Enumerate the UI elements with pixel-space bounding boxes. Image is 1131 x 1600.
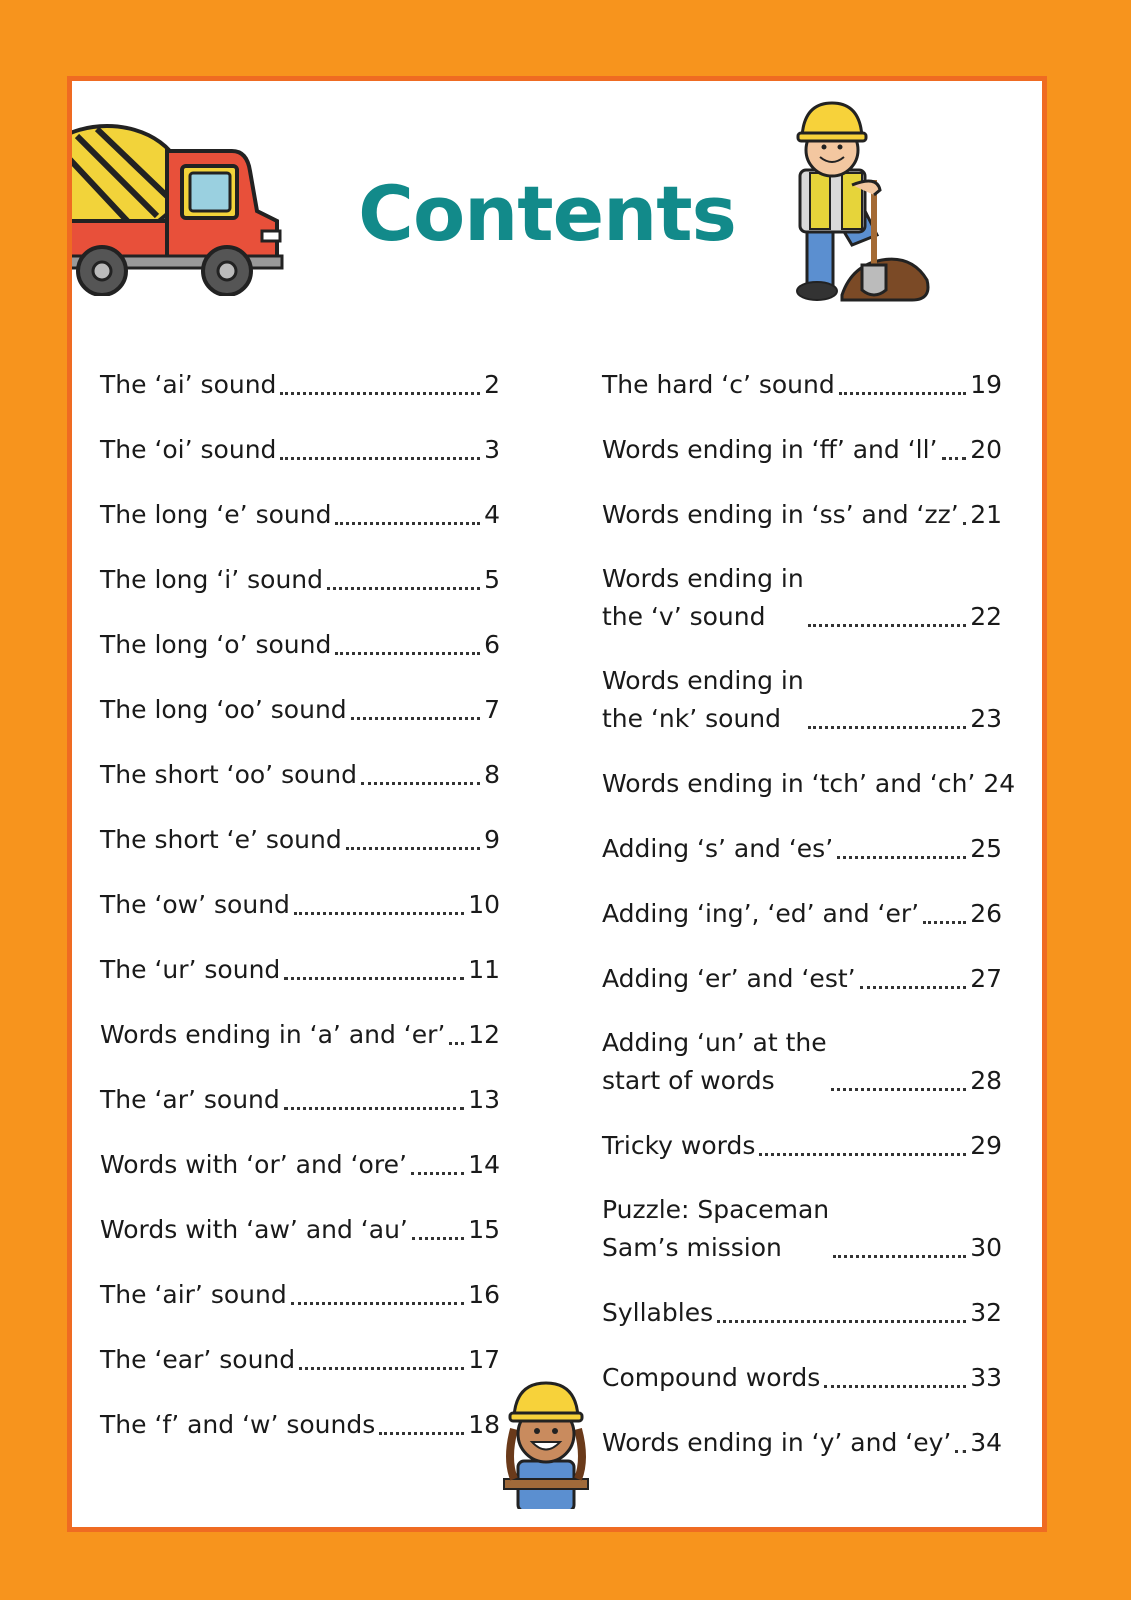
contents-entry: [602, 738, 1016, 803]
contents-entry: [100, 1119, 500, 1184]
contents-entry: [100, 599, 500, 664]
entry-title-line1: Words ending in: [602, 666, 804, 695]
dot-leader: [327, 587, 480, 590]
entry-page-number: 22: [970, 602, 1002, 631]
entry-title: [602, 1359, 820, 1397]
entry-title: [602, 496, 959, 534]
entry-page-number: 28: [970, 1066, 1002, 1095]
dot-leader: [335, 652, 480, 655]
entry-title: [602, 1127, 755, 1165]
entry-title-text: The short ‘oo’ sound: [100, 760, 357, 789]
contents-entry: [100, 404, 500, 469]
entry-title: [602, 1294, 713, 1332]
contents-entry: [602, 933, 1002, 998]
entry-title: [100, 756, 357, 794]
contents-entry: [100, 1054, 500, 1119]
entry-title-text: The ‘ur’ sound: [100, 955, 281, 984]
entry-page-number: 24: [983, 769, 1016, 798]
dot-leader: [942, 457, 967, 460]
entry-title: [602, 560, 804, 636]
entry-title-text: The ‘air’ sound: [100, 1280, 287, 1309]
dot-leader: [294, 912, 464, 915]
entry-page-number: 25: [970, 834, 1002, 863]
entry-title-text: Words with ‘aw’ and ‘au’: [100, 1215, 408, 1244]
entry-title-text: Adding ‘ing’, ‘ed’ and ‘er’: [602, 899, 920, 928]
entry-page-number: 13: [468, 1085, 500, 1114]
entry-title-text: the ‘v’ sound: [602, 602, 766, 631]
entry-page-number: 19: [970, 370, 1002, 399]
entry-title: [100, 626, 331, 664]
dot-leader: [963, 522, 967, 525]
entry-title: [100, 691, 347, 729]
entry-title: [100, 1211, 408, 1249]
contents-entry: [602, 868, 1002, 933]
page-title: Contents: [358, 169, 736, 258]
contents-page: [67, 76, 1047, 1532]
dot-leader: [833, 1255, 966, 1258]
entry-title-text: start of words: [602, 1066, 775, 1095]
entry-title-text: Words ending in ‘ss’ and ‘zz’: [602, 500, 959, 529]
entry-title-text: The ‘f’ and ‘w’ sounds: [100, 1410, 376, 1439]
entry-page-number: 10: [468, 890, 500, 919]
entry-title-text: Compound words: [602, 1363, 821, 1392]
contents-entry: [100, 989, 500, 1054]
contents-entry: [602, 404, 1002, 469]
entry-title-text: Adding ‘s’ and ‘es’: [602, 834, 834, 863]
contents-left-column: [100, 339, 500, 1444]
dot-leader: [351, 717, 480, 720]
entry-title-text: Sam’s mission: [602, 1233, 782, 1262]
entry-page-number: 21: [970, 500, 1002, 529]
entry-page-number: 17: [468, 1345, 500, 1374]
contents-entry: [602, 998, 1002, 1100]
entry-title-text: The long ‘o’ sound: [100, 630, 332, 659]
contents-entry: [100, 469, 500, 534]
entry-page-number: 27: [970, 964, 1002, 993]
entry-title-line1: Words ending in: [602, 564, 804, 593]
dot-leader: [717, 1320, 966, 1323]
dot-leader: [824, 1385, 966, 1388]
entry-title: [100, 496, 331, 534]
contents-entry: [100, 534, 500, 599]
entry-title-text: The ‘ar’ sound: [100, 1085, 280, 1114]
dot-leader: [284, 977, 464, 980]
entry-page-number: 23: [970, 704, 1002, 733]
entry-title: [602, 960, 856, 998]
entry-title-text: The hard ‘c’ sound: [602, 370, 835, 399]
entry-page-number: 8: [484, 760, 500, 789]
dot-leader: [839, 392, 966, 395]
contents-right-column: [602, 339, 1016, 1462]
entry-title: [100, 1276, 287, 1314]
entry-title: [100, 1146, 407, 1184]
entry-title-text: Adding ‘er’ and ‘est’: [602, 964, 856, 993]
entry-title-text: The long ‘i’ sound: [100, 565, 324, 594]
contents-entry: [602, 534, 1002, 636]
entry-title-text: Words ending in ‘tch’ and ‘ch’: [602, 769, 976, 798]
dot-leader: [291, 1302, 464, 1305]
contents-entry: [100, 1314, 500, 1379]
entry-title-text: Words ending in ‘y’ and ‘ey’: [602, 1428, 952, 1457]
entry-title-text: the ‘nk’ sound: [602, 704, 782, 733]
dot-leader: [923, 921, 966, 924]
dot-leader: [449, 1042, 464, 1045]
entry-title-text: Tricky words: [602, 1131, 756, 1160]
entry-page-number: 4: [484, 500, 500, 529]
girl-builder-illustration: [500, 1379, 592, 1509]
dot-leader: [759, 1153, 966, 1156]
entry-title-line1: Adding ‘un’ at the: [602, 1028, 827, 1057]
entry-page-number: 6: [484, 630, 500, 659]
entry-title-text: Syllables: [602, 1298, 714, 1327]
dot-leader: [335, 522, 480, 525]
contents-entry: [100, 1379, 500, 1444]
dot-leader: [860, 986, 967, 989]
dot-leader: [280, 457, 480, 460]
entry-title: [602, 1424, 951, 1462]
dot-leader: [955, 1450, 966, 1453]
entry-title: [602, 1024, 827, 1100]
entry-title: [100, 1406, 375, 1444]
entry-title: [602, 366, 835, 404]
entry-page-number: 34: [970, 1428, 1002, 1457]
contents-entry: [602, 1332, 1002, 1397]
contents-entry: [602, 1165, 1002, 1267]
entry-title: [602, 765, 975, 803]
entry-page-number: 14: [468, 1150, 500, 1179]
entry-title: [602, 895, 919, 933]
contents-entry: [100, 1184, 500, 1249]
contents-entry: [100, 924, 500, 989]
entry-page-number: 33: [970, 1363, 1002, 1392]
entry-title: [602, 830, 833, 868]
dot-leader: [284, 1107, 464, 1110]
entry-title: [602, 1191, 829, 1267]
entry-title: [602, 431, 938, 469]
entry-title: [100, 886, 290, 924]
entry-page-number: 3: [484, 435, 500, 464]
entry-page-number: 7: [484, 695, 500, 724]
entry-title-text: The ‘oi’ sound: [100, 435, 277, 464]
entry-page-number: 5: [484, 565, 500, 594]
entry-page-number: 9: [484, 825, 500, 854]
entry-title-text: The ‘ow’ sound: [100, 890, 290, 919]
contents-entry: [100, 1249, 500, 1314]
entry-page-number: 32: [970, 1298, 1002, 1327]
dot-leader: [280, 392, 480, 395]
entry-page-number: 20: [970, 435, 1002, 464]
entry-page-number: 16: [468, 1280, 500, 1309]
dot-leader: [411, 1172, 464, 1175]
dot-leader: [379, 1432, 464, 1435]
contents-entry: [100, 859, 500, 924]
contents-entry: [602, 469, 1002, 534]
entry-page-number: 29: [970, 1131, 1002, 1160]
contents-entry: [602, 1100, 1002, 1165]
entry-page-number: 11: [468, 955, 500, 984]
entry-title-text: The long ‘e’ sound: [100, 500, 332, 529]
contents-entry: [602, 339, 1002, 404]
contents-entry: [602, 803, 1002, 868]
entry-title: [100, 1016, 445, 1054]
contents-entry: [602, 636, 1002, 738]
entry-title-text: The ‘ai’ sound: [100, 370, 277, 399]
entry-title-text: Words ending in ‘a’ and ‘er’: [100, 1020, 446, 1049]
builder-with-shovel-illustration: [782, 95, 932, 307]
entry-title-text: Words with ‘or’ and ‘ore’: [100, 1150, 407, 1179]
dot-leader: [361, 782, 480, 785]
entry-title-text: The short ‘e’ sound: [100, 825, 342, 854]
entry-title-text: Words ending in ‘ff’ and ‘ll’: [602, 435, 938, 464]
entry-page-number: 2: [484, 370, 500, 399]
entry-title: [100, 821, 342, 859]
dot-leader: [299, 1367, 464, 1370]
entry-page-number: 18: [468, 1410, 500, 1439]
contents-entry: [100, 794, 500, 859]
dot-leader: [346, 847, 480, 850]
dot-leader: [808, 726, 966, 729]
entry-title: [100, 1341, 295, 1379]
dot-leader: [831, 1088, 967, 1091]
entry-title: [100, 1081, 280, 1119]
contents-entry: [100, 729, 500, 794]
entry-page-number: 12: [468, 1020, 500, 1049]
contents-entry: [100, 664, 500, 729]
dot-leader: [837, 856, 966, 859]
entry-title: [100, 431, 276, 469]
entry-title-line1: Puzzle: Spaceman: [602, 1195, 830, 1224]
entry-title: [602, 662, 804, 738]
contents-entry: [602, 1397, 1002, 1462]
dot-leader: [412, 1237, 464, 1240]
entry-page-number: 30: [970, 1233, 1002, 1262]
entry-title: [100, 366, 276, 404]
contents-entry: [100, 339, 500, 404]
entry-title: [100, 561, 323, 599]
dot-leader: [808, 624, 966, 627]
entry-page-number: 26: [970, 899, 1002, 928]
contents-entry: [602, 1267, 1002, 1332]
entry-title: [100, 951, 280, 989]
entry-title-text: The long ‘oo’ sound: [100, 695, 347, 724]
entry-page-number: 15: [468, 1215, 500, 1244]
entry-title-text: The ‘ear’ sound: [100, 1345, 296, 1374]
